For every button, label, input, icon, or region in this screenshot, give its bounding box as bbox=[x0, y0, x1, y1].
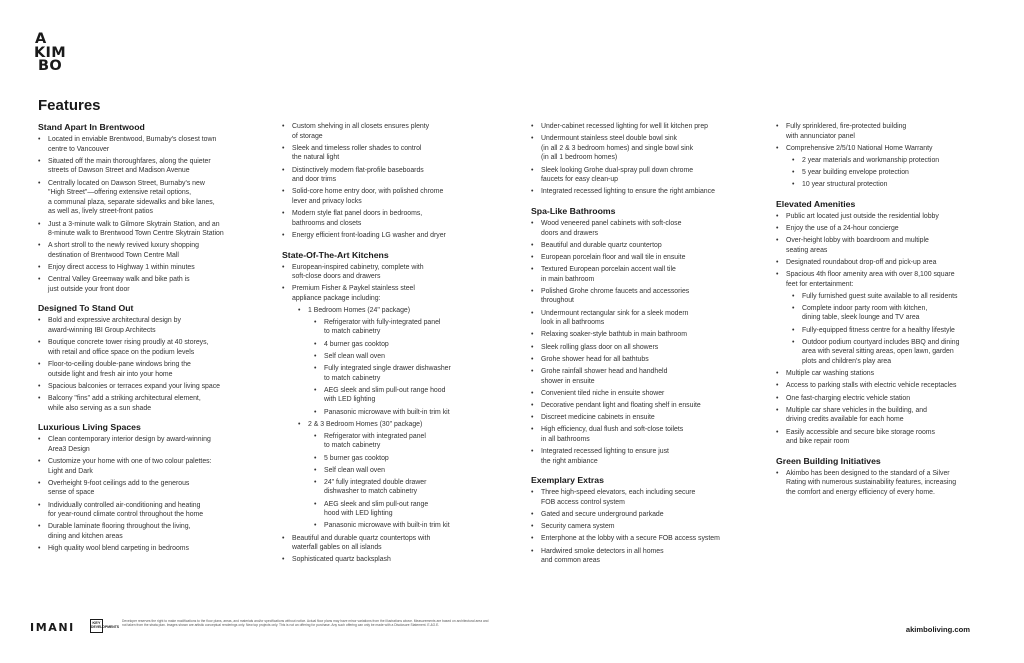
section-title: Elevated Amenities bbox=[776, 198, 856, 209]
feature-item: • Complete indoor party room with kitchen, dining table, sleek lounge and TV area bbox=[792, 304, 996, 323]
feature-item: • Sleek looking Grohe dual-spray pull down chrome faucets for easy clean-up bbox=[531, 166, 763, 185]
feature-item: • A short stroll to the newly revived luxury shopping destination of Brentwood Town Centre Mall bbox=[38, 241, 270, 260]
feature-item: • Undermount stainless steel double bowl sink (in all 2 & 3 bedroom homes) and single bowl sink (in all 1 bedroom homes) bbox=[531, 134, 763, 163]
feature-item: • Boutique concrete tower rising proudly at 40 storeys, with retail and office space on the podium levels bbox=[38, 338, 270, 357]
feature-section bbox=[776, 122, 996, 190]
feature-item: • Overheight 9-foot ceilings add to the generous sense of space bbox=[38, 479, 270, 498]
feature-section bbox=[38, 122, 270, 294]
feature-item: • Central Valley Greenway walk and bike path is just outside your front door bbox=[38, 275, 270, 294]
feature-item: • Enjoy the use of a 24-hour concierge bbox=[776, 224, 996, 234]
feature-item: • Wood veneered panel cabinets with soft-close doors and drawers bbox=[531, 219, 763, 238]
feature-section bbox=[38, 303, 270, 413]
feature-item: • Beautiful and durable quartz countertops with waterfall gables on all islands bbox=[282, 534, 514, 553]
feature-list bbox=[314, 432, 514, 531]
feature-item: • Distinctively modern flat-profile baseboards and door trims bbox=[282, 166, 514, 185]
feature-item: • Textured European porcelain accent wall tile in main bathroom bbox=[531, 265, 763, 284]
feature-section bbox=[282, 122, 514, 241]
feature-item: • Public art located just outside the residential lobby bbox=[776, 212, 996, 222]
section-title: Luxurious Living Spaces bbox=[38, 422, 141, 433]
page-title: Features bbox=[38, 97, 101, 114]
feature-item: • Multiple car washing stations bbox=[776, 369, 996, 379]
feature-item: • AEG sleek and slim pull-out range hood with LED lighting bbox=[314, 500, 514, 519]
feature-item: • Integrated recessed lighting to ensure just the right ambiance bbox=[531, 447, 763, 466]
feature-section bbox=[776, 456, 996, 498]
feature-item: • Sleek and timeless roller shades to control the natural light bbox=[282, 144, 514, 163]
logo-line: BO bbox=[38, 58, 62, 74]
feature-item: • Gated and secure underground parkade bbox=[531, 510, 763, 520]
feature-item: • Beautiful and durable quartz countertop bbox=[531, 241, 763, 251]
section-title: Green Building Initiatives bbox=[776, 455, 881, 466]
feature-item: • Convenient tiled niche in ensuite shower bbox=[531, 389, 763, 399]
feature-item: • Outdoor podium courtyard includes BBQ and dining area with several sitting areas, open lawn, garden plots and children's play area bbox=[792, 338, 996, 367]
feature-item: • 10 year structural protection bbox=[792, 180, 996, 190]
features-column-1 bbox=[38, 122, 270, 556]
feature-item: • High quality wool blend carpeting in bedrooms bbox=[38, 544, 270, 554]
feature-item: • Individually controlled air-conditioning and heating for year-round climate control throughout the home bbox=[38, 501, 270, 520]
feature-list bbox=[531, 488, 763, 566]
feature-item: • Designated roundabout drop-off and pick-up area bbox=[776, 258, 996, 268]
feature-item: • Enterphone at the lobby with a secure FOB access system bbox=[531, 534, 763, 544]
feature-item: • Discreet medicine cabinets in ensuite bbox=[531, 413, 763, 423]
feature-item: • 4 burner gas cooktop bbox=[314, 340, 514, 350]
feature-item: • Access to parking stalls with electric vehicle receptacles bbox=[776, 381, 996, 391]
feature-item bbox=[298, 420, 514, 531]
section-title: State-Of-The-Art Kitchens bbox=[282, 249, 389, 260]
feature-section bbox=[531, 475, 763, 566]
feature-item: • Hardwired smoke detectors in all homes and common areas bbox=[531, 547, 763, 566]
key-logo-subword: DEVELOPMENTS bbox=[91, 625, 120, 629]
feature-item: • Refrigerator with integrated panel to match cabinetry bbox=[314, 432, 514, 451]
feature-section bbox=[776, 199, 996, 447]
feature-item bbox=[298, 306, 514, 417]
features-column-2 bbox=[282, 122, 514, 568]
feature-list bbox=[531, 122, 763, 197]
feature-item: • Self clean wall oven bbox=[314, 466, 514, 476]
feature-item: • AEG sleek and slim pull-out range hood with LED lighting bbox=[314, 386, 514, 405]
logo-line: A bbox=[35, 31, 47, 47]
feature-item: • Energy efficient front-loading LG washer and dryer bbox=[282, 231, 514, 241]
feature-item: • Enjoy direct access to Highway 1 within minutes bbox=[38, 263, 270, 273]
feature-item: • Under-cabinet recessed lighting for well lit kitchen prep bbox=[531, 122, 763, 132]
feature-item bbox=[282, 284, 514, 531]
feature-item: • Customize your home with one of two colour palettes: Light and Dark bbox=[38, 457, 270, 476]
feature-list bbox=[792, 292, 996, 367]
feature-list bbox=[298, 306, 514, 531]
features-column-3 bbox=[531, 122, 763, 568]
feature-section bbox=[282, 250, 514, 566]
section-title: Spa-Like Bathrooms bbox=[531, 205, 616, 216]
feature-item: • Integrated recessed lighting to ensure the right ambiance bbox=[531, 187, 763, 197]
feature-section bbox=[531, 122, 763, 197]
feature-item: • 2 year materials and workmanship protection bbox=[792, 156, 996, 166]
feature-item: • Undermount rectangular sink for a sleek modern look in all bathrooms bbox=[531, 309, 763, 328]
feature-item: • Security camera system bbox=[531, 522, 763, 532]
feature-item: • Sophisticated quartz backsplash bbox=[282, 555, 514, 565]
feature-list bbox=[531, 219, 763, 466]
feature-item: • Durable laminate flooring throughout the living, dining and kitchen areas bbox=[38, 522, 270, 541]
feature-item: • Fully integrated single drawer dishwasher to match cabinetry bbox=[314, 364, 514, 383]
key-developments-logo bbox=[90, 619, 120, 633]
feature-item: • Fully furnished guest suite available to all residents bbox=[792, 292, 996, 302]
feature-item: • Self clean wall oven bbox=[314, 352, 514, 362]
feature-item: • Custom shelving in all closets ensures plenty of storage bbox=[282, 122, 514, 141]
feature-item: • Situated off the main thoroughfares, along the quieter streets of Dawson Street and Madison Avenue bbox=[38, 157, 270, 176]
feature-item: • Just a 3-minute walk to Gilmore Skytrain Station, and an 8-minute walk to Brentwood Town Centre Skytrain Station bbox=[38, 220, 270, 239]
feature-item: • Centrally located on Dawson Street, Burnaby's new "High Street"—offering extensive retail options, a communal plaza, separate sidewalks and bike lanes, as well as, lively street-front patios bbox=[38, 179, 270, 217]
feature-item: • Grohe shower head for all bathtubs bbox=[531, 355, 763, 365]
logo-line: KIM bbox=[34, 44, 66, 61]
feature-item: • Panasonic microwave with built-in trim kit bbox=[314, 408, 514, 418]
feature-item: • European-inspired cabinetry, complete with soft-close doors and drawers bbox=[282, 263, 514, 282]
feature-item: • Decorative pendant light and floating shelf in ensuite bbox=[531, 401, 763, 411]
website-link[interactable]: akimboliving.com bbox=[905, 625, 970, 634]
feature-list bbox=[38, 435, 270, 554]
feature-list bbox=[776, 469, 996, 498]
feature-item-text: Comprehensive 2/5/10 National Home Warranty bbox=[786, 144, 933, 152]
feature-item: • Clean contemporary interior design by award-winning Area3 Design bbox=[38, 435, 270, 454]
features-column-4 bbox=[776, 122, 996, 500]
feature-item: • 5 burner gas cooktop bbox=[314, 454, 514, 464]
feature-list bbox=[776, 212, 996, 447]
imani-logo: IMANI bbox=[30, 621, 75, 634]
feature-list bbox=[282, 122, 514, 241]
feature-item bbox=[776, 144, 996, 190]
feature-item-text: Premium Fisher & Paykel stainless steel appliance package including: bbox=[292, 285, 415, 302]
feature-item: • Panasonic microwave with built-in trim kit bbox=[314, 521, 514, 531]
feature-item: • 5 year building envelope protection bbox=[792, 168, 996, 178]
feature-item: • Grohe rainfall shower head and handheld shower in ensuite bbox=[531, 367, 763, 386]
feature-item: • High efficiency, dual flush and soft-close toilets in all bathrooms bbox=[531, 425, 763, 444]
feature-item: • Over-height lobby with boardroom and multiple seating areas bbox=[776, 236, 996, 255]
feature-item: • Floor-to-ceiling double-pane windows bring the outside light and fresh air into your home bbox=[38, 360, 270, 379]
akimbo-logo bbox=[30, 33, 70, 74]
feature-item: • Solid-core home entry door, with polished chrome lever and privacy locks bbox=[282, 187, 514, 206]
legal-disclaimer: Developer reserves the right to make modifications to the floor plans, areas, and materials and/or specifications without notice. Actual floor plans may have minor variations from the illustrations above. Measurements are based on architectural area and not taken from the strata plan. Images shown are artistic conceptual renderings only. New top projects only. This is not an offering for purchase. Any such offering can only be made with a Disclosure Statement. E.&O.E. bbox=[122, 619, 489, 628]
feature-item: • Located in enviable Brentwood, Burnaby's closest town centre to Vancouver bbox=[38, 135, 270, 154]
feature-item: • Polished Grohe chrome faucets and accessories throughout bbox=[531, 287, 763, 306]
feature-list bbox=[38, 135, 270, 294]
feature-item: • Multiple car share vehicles in the building, and driving credits available for each home bbox=[776, 406, 996, 425]
feature-section bbox=[38, 422, 270, 554]
feature-item: • Bold and expressive architectural design by award-winning IBI Group Architects bbox=[38, 316, 270, 335]
feature-list bbox=[314, 318, 514, 417]
feature-list bbox=[38, 316, 270, 413]
feature-item: • Balcony "fins" add a striking architectural element, while also serving as a sun shade bbox=[38, 394, 270, 413]
feature-item: • Spacious balconies or terraces expand your living space bbox=[38, 382, 270, 392]
feature-item bbox=[776, 270, 996, 367]
feature-item-text: Spacious 4th floor amenity area with over 8,100 square feet for entertainment: bbox=[786, 271, 955, 288]
feature-item: • Easily accessible and secure bike storage rooms and bike repair room bbox=[776, 428, 996, 447]
feature-list bbox=[792, 156, 996, 190]
feature-item: • Relaxing soaker-style bathtub in main bathroom bbox=[531, 330, 763, 340]
section-title: Stand Apart In Brentwood bbox=[38, 122, 145, 132]
feature-list bbox=[776, 122, 996, 190]
feature-section bbox=[531, 206, 763, 466]
feature-item: • Sleek rolling glass door on all showers bbox=[531, 343, 763, 353]
feature-item-text: 2 & 3 Bedroom Homes (30" package) bbox=[308, 420, 423, 428]
feature-item: • Refrigerator with fully-integrated panel to match cabinetry bbox=[314, 318, 514, 337]
feature-item: • One fast-charging electric vehicle station bbox=[776, 394, 996, 404]
feature-item: • European porcelain floor and wall tile in ensuite bbox=[531, 253, 763, 263]
feature-item: • Fully sprinklered, fire-protected building with annunciator panel bbox=[776, 122, 996, 141]
feature-list bbox=[282, 263, 514, 566]
section-title: Exemplary Extras bbox=[531, 475, 604, 486]
key-logo-word: KEY bbox=[92, 620, 101, 625]
feature-item: • Three high-speed elevators, each including secure FOB access control system bbox=[531, 488, 763, 507]
section-title: Designed To Stand Out bbox=[38, 303, 134, 314]
feature-item: • Akimbo has been designed to the standard of a Silver Rating with numerous sustainability features, increasing the comfort and energy efficiency of every home. bbox=[776, 469, 996, 498]
feature-item-text: 1 Bedroom Homes (24" package) bbox=[308, 306, 411, 314]
feature-item: • 24" fully integrated double drawer dishwasher to match cabinetry bbox=[314, 478, 514, 497]
feature-item: • Modern style flat panel doors in bedrooms, bathrooms and closets bbox=[282, 209, 514, 228]
feature-item: • Fully-equipped fitness centre for a healthy lifestyle bbox=[792, 326, 996, 336]
